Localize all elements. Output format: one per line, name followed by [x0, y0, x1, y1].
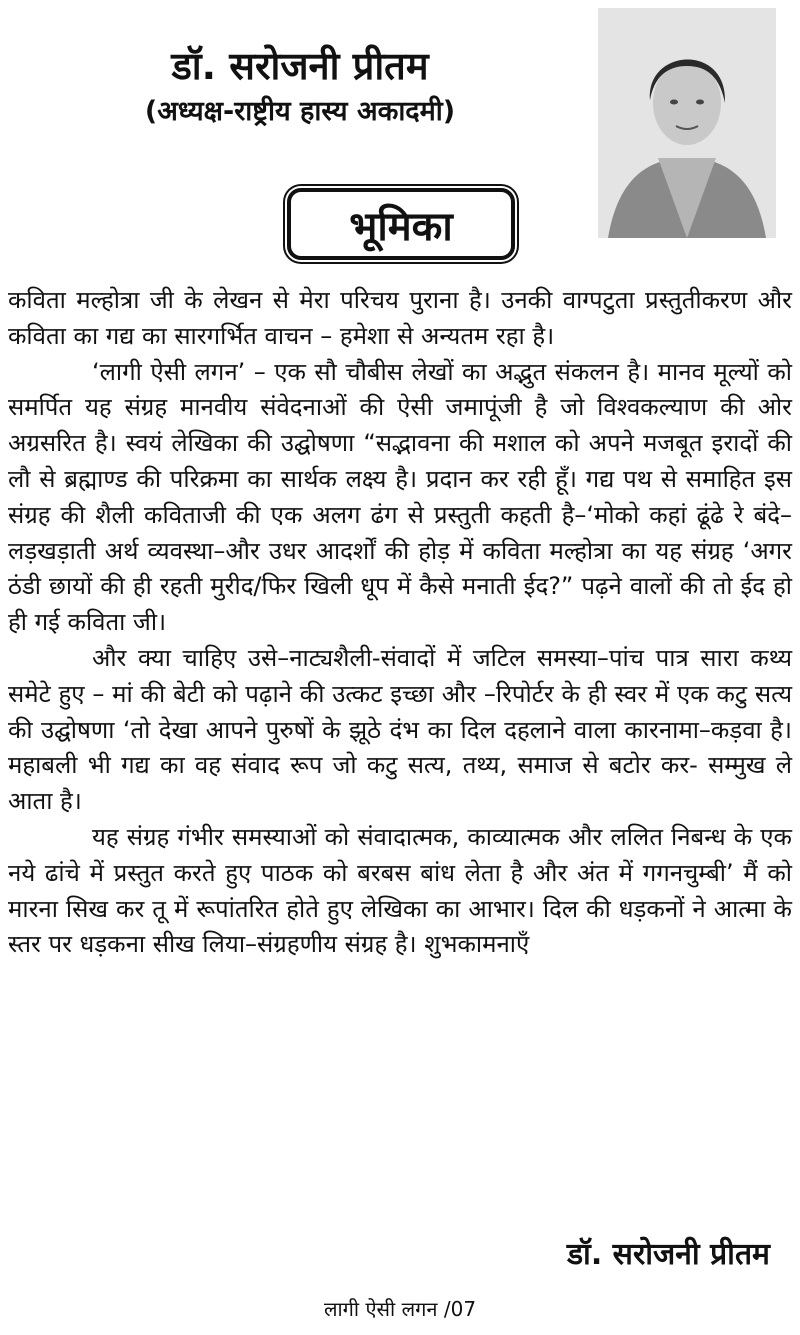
page-footer: लागी ऐसी लगन /07: [323, 1297, 477, 1321]
paragraph-1: कविता मल्होत्रा जी के लेखन से मेरा परिचय पुराना है। उनकी वाग्पटुता प्रस्तुतीकरण और कविता का गद्य का सारगर्भित वाचन – हमेशा से अन्यतम रहा है।: [8, 286, 792, 350]
paragraph-2: ‘लागी ऐसी लगन’ – एक सौ चौबीस लेखों का अद्भुत संकलन है। मानव मूल्यों को समर्पित यह संग्रह मानवीय संवेदनाओं की ऐसी जमापूंजी है जो विश्वकल्याण की ओर अग्रसरित है। स्वयं लेखिका की उद्घोषणा “सद्भावना की मशाल को अपने मजबूत इरादों की लौ से ब्रह्माण्ड की परिक्रमा का सार्थक लक्ष्य है। प्रदान कर रही हूँ। गद्य पथ से समाहित इस संग्रह की शैली कविताजी की एक अलग ढंग से प्रस्तुती कहती है–‘मोको कहां ढूंढे रे बंदे–लड़खड़ाती अर्थ व्यवस्था–और उधर आदर्शों की होड़ में कविता मल्होत्रा का यह संग्रह ‘अगर ठंडी छायों की ही रहती मुरीद/फिर खिली धूप में कैसे मनाती ईद?” पढ़ने वालों की तो ईद हो ही गई कविता जी।: [8, 357, 792, 637]
body-text: [8, 283, 792, 963]
author-title: (अध्यक्ष-राष्ट्रीय हास्य अकादमी): [144, 96, 456, 127]
section-heading: भूमिका: [349, 203, 453, 250]
author-photo: [598, 8, 776, 238]
page-header: [0, 40, 600, 132]
paragraph-3: और क्या चाहिए उसे–नाट्यशैली-संवादों में जटिल समस्या–पांच पात्र सारा कथ्य समेटे हुए – मां की बेटी को पढ़ाने की उत्कट इच्छा और –रिपोर्टर के ही स्वर में एक कटु सत्य की उद्घोषणा ‘तो देखा आपने पुरुषों के झूठे दंभ का दिल दहलाने वाला कारनामा–कड़वा है। महाबली भी गद्य का वह संवाद रूप जो कटु सत्य, तथ्य, समाज से बटोर कर- सम्मुख ले आता है।: [8, 643, 792, 816]
signature: डॉ. सरोजनी प्रीतम: [567, 1237, 770, 1272]
author-name: डॉ. सरोजनी प्रीतम: [171, 44, 429, 88]
paragraph-4: यह संग्रह गंभीर समस्याओं को संवादात्मक, काव्यात्मक और ललित निबन्ध के एक नये ढांचे में प्रस्तुत करते हुए पाठक को बरबस बांध लेता है और अंत में गगनचुम्बी’ मैं को मारना सिख कर तू में रूपांतरित होते हुए लेखिका का आभार। दिल की धड़कनों ने आत्मा के स्तर पर धड़कना सीख लिया–संग्रहणीय संग्रह है। शुभकामनाएँ: [8, 822, 792, 959]
section-heading-box: [287, 188, 515, 260]
